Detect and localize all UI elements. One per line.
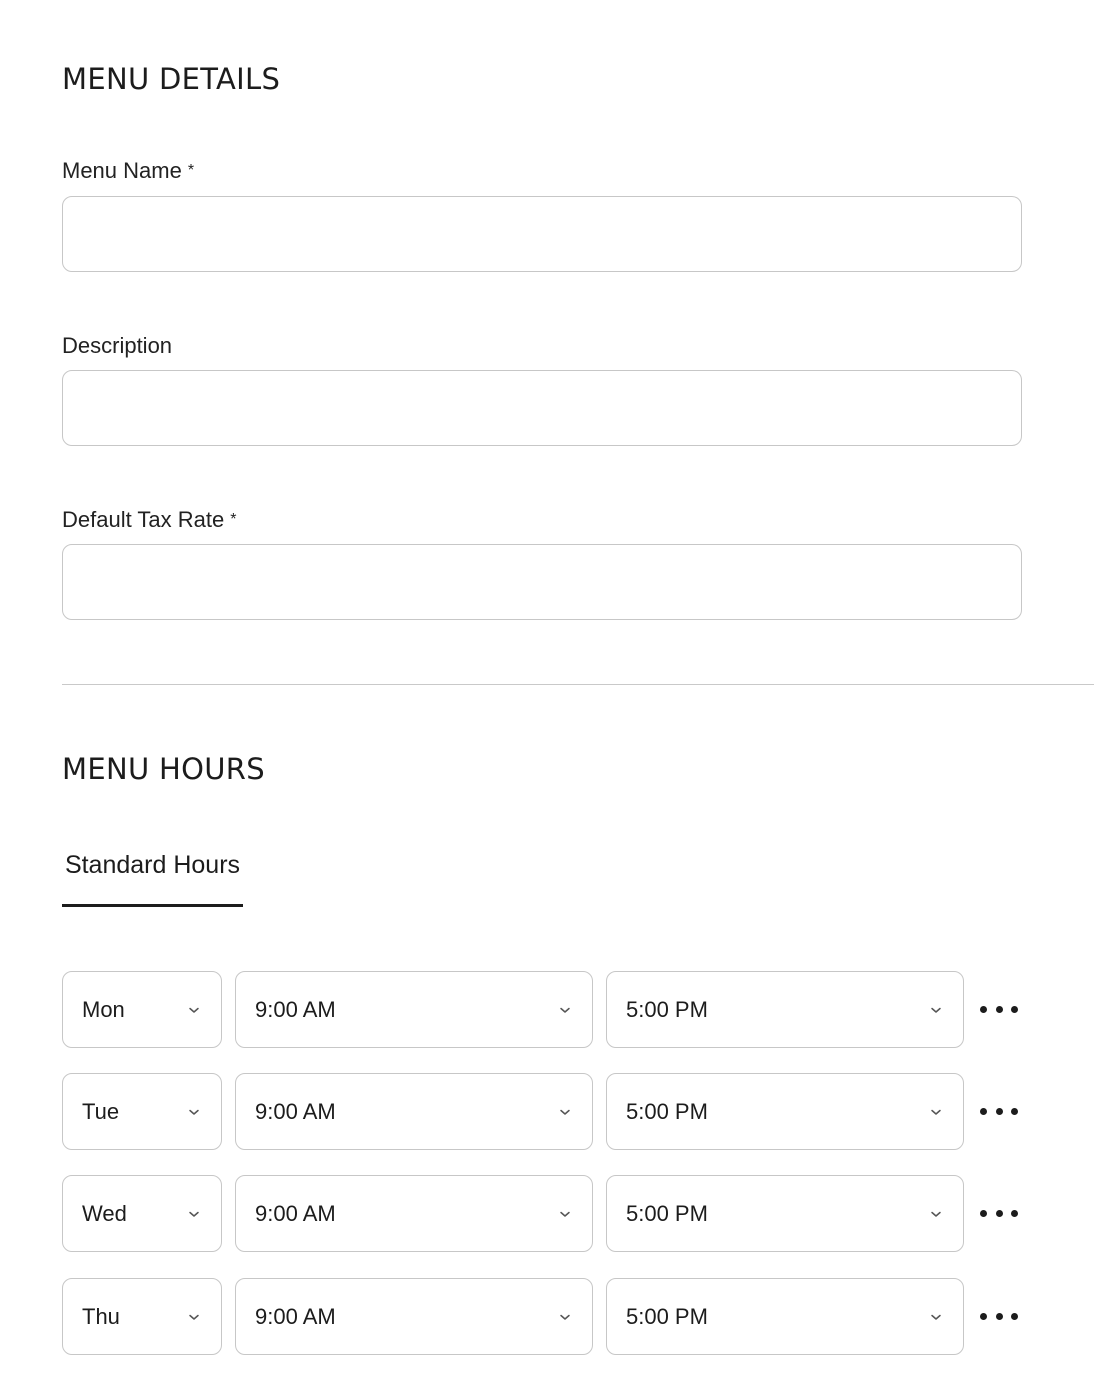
close-time-select[interactable] — [606, 971, 964, 1048]
menu-name-label — [62, 158, 194, 184]
dot — [1011, 1006, 1018, 1013]
tab-standard-hours-label: Standard Hours — [64, 851, 241, 879]
day-select-value: Thu — [82, 1303, 120, 1329]
more-horizontal-icon[interactable] — [980, 1302, 1018, 1330]
dot — [1011, 1108, 1018, 1115]
more-horizontal-icon[interactable] — [980, 1199, 1018, 1227]
description-input[interactable] — [62, 370, 1022, 446]
menu-details-heading: MENU DETAILS — [62, 62, 281, 96]
open-time-value: 9:00 AM — [255, 1303, 336, 1329]
open-time-value: 9:00 AM — [255, 1098, 336, 1124]
dot — [980, 1313, 987, 1320]
close-time-select[interactable] — [606, 1175, 964, 1252]
description-label — [62, 333, 172, 359]
dot — [980, 1210, 987, 1217]
day-select[interactable] — [62, 1278, 222, 1355]
chevron-down-icon — [929, 1107, 943, 1117]
chevron-down-icon — [187, 1209, 201, 1219]
tax-rate-label — [62, 507, 236, 533]
menu-name-input[interactable] — [62, 196, 1022, 272]
description-label-text: Description — [62, 333, 173, 358]
day-select-value: Wed — [82, 1200, 127, 1226]
open-time-value: 9:00 AM — [255, 996, 336, 1022]
dot — [996, 1108, 1003, 1115]
chevron-down-icon — [929, 1312, 943, 1322]
required-mark: * — [187, 162, 195, 179]
dot — [996, 1006, 1003, 1013]
close-time-value: 5:00 PM — [626, 1098, 708, 1124]
chevron-down-icon — [187, 1312, 201, 1322]
chevron-down-icon — [187, 1005, 201, 1015]
open-time-select[interactable] — [235, 1175, 593, 1252]
required-mark: * — [230, 511, 237, 528]
chevron-down-icon — [558, 1005, 572, 1015]
dot — [1011, 1210, 1018, 1217]
hours-row-tue — [62, 1073, 1042, 1150]
menu-name-label-text: Menu Name — [62, 158, 182, 183]
tax-rate-label-text: Default Tax Rate — [62, 507, 225, 532]
chevron-down-icon — [929, 1209, 943, 1219]
hours-row-mon — [62, 971, 1042, 1048]
open-time-select[interactable] — [235, 971, 593, 1048]
close-time-select[interactable] — [606, 1278, 964, 1355]
chevron-down-icon — [558, 1107, 572, 1117]
dot — [980, 1006, 987, 1013]
menu-hours-heading: MENU HOURS — [62, 752, 265, 786]
dot — [996, 1313, 1003, 1320]
chevron-down-icon — [558, 1209, 572, 1219]
day-select[interactable] — [62, 1175, 222, 1252]
close-time-value: 5:00 PM — [626, 1200, 708, 1226]
more-horizontal-icon[interactable] — [980, 1097, 1018, 1125]
hours-row-thu — [62, 1278, 1042, 1355]
close-time-select[interactable] — [606, 1073, 964, 1150]
day-select[interactable] — [62, 1073, 222, 1150]
chevron-down-icon — [187, 1107, 201, 1117]
more-horizontal-icon[interactable] — [980, 995, 1018, 1023]
day-select-value: Mon — [82, 996, 125, 1022]
chevron-down-icon — [558, 1312, 572, 1322]
dot — [996, 1210, 1003, 1217]
section-divider — [62, 684, 1094, 685]
tab-standard-hours[interactable] — [62, 846, 243, 907]
dot — [1011, 1313, 1018, 1320]
dot — [980, 1108, 987, 1115]
day-select[interactable] — [62, 971, 222, 1048]
open-time-select[interactable] — [235, 1073, 593, 1150]
hours-row-wed — [62, 1175, 1042, 1252]
open-time-value: 9:00 AM — [255, 1200, 336, 1226]
chevron-down-icon — [929, 1005, 943, 1015]
open-time-select[interactable] — [235, 1278, 593, 1355]
close-time-value: 5:00 PM — [626, 1303, 708, 1329]
day-select-value: Tue — [82, 1098, 120, 1124]
close-time-value: 5:00 PM — [626, 996, 708, 1022]
tax-rate-input[interactable] — [62, 544, 1022, 620]
